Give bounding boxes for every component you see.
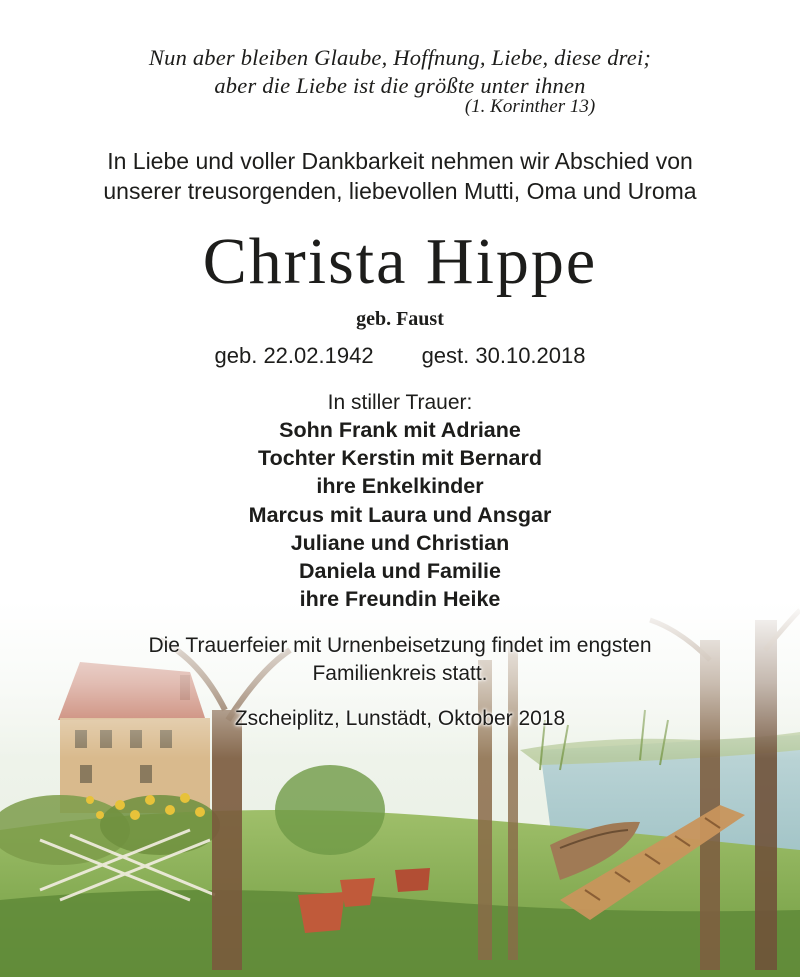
bible-verse	[0, 44, 800, 100]
mourner-entry: ihre Enkelkinder	[316, 474, 484, 499]
deceased-name: Christa Hippe	[202, 225, 598, 298]
intro-text	[0, 146, 800, 206]
ceremony-line-2: Familienkreis statt.	[312, 662, 488, 685]
life-dates	[0, 342, 800, 370]
mourner-entry: Tochter Kerstin mit Bernard	[258, 446, 542, 471]
mourner-entry: Juliane und Christian	[290, 530, 510, 555]
mourning-heading: In stiller Trauer:	[327, 391, 473, 414]
intro-line-2: unserer treusorgenden, liebevollen Mutti, Oma und Uroma	[103, 178, 697, 204]
mourner-entry: ihre Freundin Heike	[299, 587, 501, 612]
verse-line-2: aber die Liebe ist die größte unter ihnen	[214, 73, 586, 98]
mourner-entry: Marcus mit Laura und Ansgar	[248, 502, 552, 527]
mourner-entry: Sohn Frank mit Adriane	[279, 418, 521, 442]
ceremony-notice	[0, 632, 800, 688]
mourners-list	[0, 416, 800, 613]
intro-line-1: In Liebe und voller Dankbarkeit nehmen wir Abschied von	[107, 148, 693, 174]
mourner-entry: Daniela und Familie	[299, 558, 501, 583]
verse-line-1: Nun aber bleiben Glaube, Hoffnung, Liebe, diese drei;	[148, 45, 652, 70]
death-date: gest. 30.10.2018	[421, 343, 586, 368]
birth-date: geb. 22.02.1942	[214, 343, 374, 368]
maiden-name: geb. Faust	[356, 308, 444, 330]
verse-reference: (1. Korinther 13)	[464, 96, 596, 117]
ceremony-line-1: Die Trauerfeier mit Urnenbeisetzung findet im engsten	[148, 634, 652, 657]
place-and-date: Zscheiplitz, Lunstädt, Oktober 2018	[234, 707, 566, 730]
